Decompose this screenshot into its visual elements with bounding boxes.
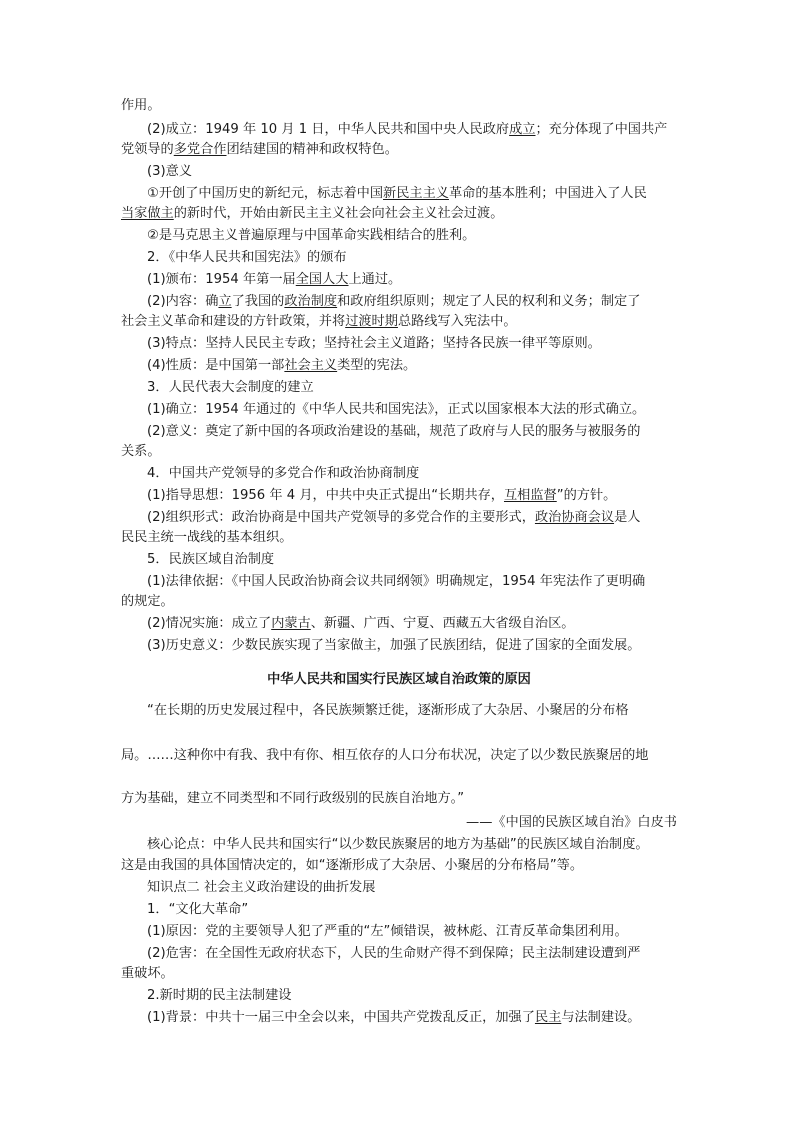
text-line	[147, 248, 347, 268]
text-line	[147, 486, 616, 506]
text-segment: 3．人民代表大会制度的建立	[147, 380, 314, 395]
underlined-term: 成立	[509, 122, 536, 137]
text-segment: ②是马克思主义普遍原理与中国革命实践相结合的胜利。	[147, 228, 476, 243]
text-line	[121, 746, 649, 766]
text-segment: 了我国的	[231, 294, 285, 309]
text-segment: (2)情况实施：成立了	[147, 616, 272, 631]
text-line	[121, 856, 583, 876]
text-segment: 中华人民共和国实行民族区域自治政策的原因	[267, 672, 531, 687]
text-segment: 与法制建设。	[561, 1010, 641, 1025]
text-segment: (2)意义：奠定了新中国的各项政治建设的基础，规范了政府与人民的服务与被服务的	[147, 424, 641, 439]
text-line	[121, 789, 464, 809]
text-line	[121, 964, 174, 984]
underlined-term: 民主	[534, 1010, 562, 1025]
text-segment: 、新疆、广西、宁夏、西藏五大省级自治区。	[310, 616, 575, 631]
text-segment: (1)指导思想：1956 年 4 月，中共中央正式提出“长期共存，	[147, 488, 504, 503]
text-line	[147, 878, 375, 898]
text-line	[147, 508, 640, 528]
text-segment: 社会主义革命和建设的方针政策，并将	[121, 314, 346, 329]
text-segment: (2)成立：1949 年 10 月 1 日，中华人民共和国中央人民政府	[147, 122, 510, 137]
text-line	[147, 422, 640, 442]
text-line	[147, 334, 601, 354]
text-line	[147, 614, 575, 634]
text-line	[147, 701, 629, 721]
text-segment: ——《中国的民族区域自治》白皮书	[466, 815, 677, 830]
text-segment: 方为基础，建立不同类型和不同行政级别的民族自治地方。”	[121, 791, 465, 806]
underlined-term: 立	[218, 294, 232, 309]
text-segment: 的规定。	[121, 594, 174, 609]
text-segment: 核心论点：中华人民共和国实行“以少数民族聚居的地方为基础”的民族区域自治制度。	[147, 837, 649, 852]
section-heading	[121, 670, 677, 690]
text-line	[147, 900, 248, 920]
underlined-term: 过渡时期	[345, 314, 398, 329]
text-line	[147, 464, 419, 484]
underlined-term: 新民主主义	[383, 186, 449, 201]
text-segment: 1．“文化大革命”	[147, 902, 249, 917]
text-segment: (2)内容：确	[147, 294, 219, 309]
text-line	[147, 944, 640, 964]
text-segment: 4．中国共产党领导的多党合作和政治协商制度	[147, 466, 420, 481]
text-line	[121, 204, 503, 224]
text-line	[147, 1008, 640, 1028]
text-line	[121, 442, 161, 462]
underlined-term: 多党合作	[173, 142, 227, 157]
text-segment: ①开创了中国历史的新纪元，标志着中国	[147, 186, 384, 201]
quote-source	[121, 813, 677, 833]
underlined-term: 政治协商会议	[534, 510, 615, 525]
text-segment: 革命的基本胜利；中国进入了人民	[448, 186, 647, 201]
text-segment: (1)背景：中共十一届三中全会以来，中国共产党拨乱反正，加强了	[147, 1010, 535, 1025]
text-segment: 关系。	[121, 444, 161, 459]
text-segment: 团结建国的精神和政权特色。	[226, 142, 398, 157]
text-line	[147, 356, 416, 376]
text-segment: 2.新时期的民主法制建设	[147, 988, 292, 1003]
text-segment: (1)颁布：1954 年第一届	[147, 272, 296, 287]
text-segment: 作用。	[121, 98, 161, 113]
text-line	[147, 550, 274, 570]
text-segment: 局。……这种你中有我、我中有你、相互依存的人口分布状况，决定了以少数民族聚居的地	[121, 748, 649, 763]
text-segment: 的新时代，开始由新民主主义社会向社会主义社会过渡。	[173, 206, 504, 221]
text-line	[147, 162, 192, 182]
text-line	[121, 140, 398, 160]
text-line	[121, 312, 517, 332]
text-line	[147, 270, 401, 290]
underlined-term: 政治制度	[284, 294, 338, 309]
text-segment: (4)性质：是中国第一部	[147, 358, 285, 373]
text-segment: 2．《中华人民共和国宪法》的颁布	[147, 250, 347, 265]
text-line	[147, 835, 649, 855]
text-segment: 知识点二 社会主义政治建设的曲折发展	[147, 880, 376, 895]
underlined-term: 内蒙古	[271, 616, 311, 631]
text-line	[147, 226, 475, 246]
underlined-term: 全国人大	[295, 272, 349, 287]
underlined-term: 社会主义	[284, 358, 338, 373]
underlined-term: 当家做主	[121, 206, 174, 221]
text-segment: (1)原因：党的主要领导人犯了严重的“左”倾错误，被林彪、江青反革命集团利用。	[147, 924, 628, 939]
text-line	[147, 378, 314, 398]
underlined-term: 互相监督	[503, 488, 557, 503]
text-segment: 民民主统一战线的基本组织。	[121, 530, 293, 545]
text-line	[147, 986, 291, 1006]
text-line	[147, 922, 628, 942]
text-segment: “在长期的历史发展过程中，各民族频繁迁徙，逐渐形成了大杂居、小聚居的分布格	[147, 703, 629, 718]
text-line	[147, 400, 645, 420]
text-line	[147, 184, 647, 204]
text-segment: 和政府组织原则；规定了人民的权利和义务；制定了	[337, 294, 641, 309]
text-segment: (1)法律依据：《中国人民政治协商会议共同纲领》明确规定，1954 年宪法作了更明确	[147, 574, 646, 589]
text-line	[147, 572, 645, 592]
text-segment: (3)意义	[147, 164, 193, 179]
text-segment: 这是由我国的具体国情决定的，如“逐渐形成了大杂居、小聚居的分布格局”等。	[121, 858, 584, 873]
text-segment: ；充分体现了中国共产	[535, 122, 668, 137]
text-segment: ”的方针。	[556, 488, 617, 503]
text-segment: (3)特点：坚持人民民主专政；坚持社会主义道路；坚持各民族一律平等原则。	[147, 336, 601, 351]
text-segment: (2)危害：在全国性无政府状态下，人民的生命财产得不到保障；民主法制建设遭到严	[147, 946, 641, 961]
text-line	[147, 120, 667, 140]
text-segment: (1)确立：1954 年通过的《中华人民共和国宪法》，正式以国家根本大法的形式确立。	[147, 402, 646, 417]
text-line	[147, 292, 640, 312]
text-line	[121, 528, 292, 548]
text-segment: 是人	[614, 510, 641, 525]
text-segment: 上通过。	[348, 272, 402, 287]
text-segment: (2)组织形式：政治协商是中国共产党领导的多党合作的主要形式，	[147, 510, 535, 525]
text-segment: 重破坏。	[121, 966, 174, 981]
text-line	[147, 636, 640, 656]
text-segment: (3)历史意义：少数民族实现了当家做主，加强了民族团结，促进了国家的全面发展。	[147, 638, 641, 653]
text-line	[121, 592, 174, 612]
text-segment: 类型的宪法。	[337, 358, 417, 373]
text-segment: 总路线写入宪法中。	[397, 314, 517, 329]
text-line	[121, 96, 161, 116]
text-segment: 党领导的	[121, 142, 174, 157]
text-segment: 5．民族区域自治制度	[147, 552, 275, 567]
